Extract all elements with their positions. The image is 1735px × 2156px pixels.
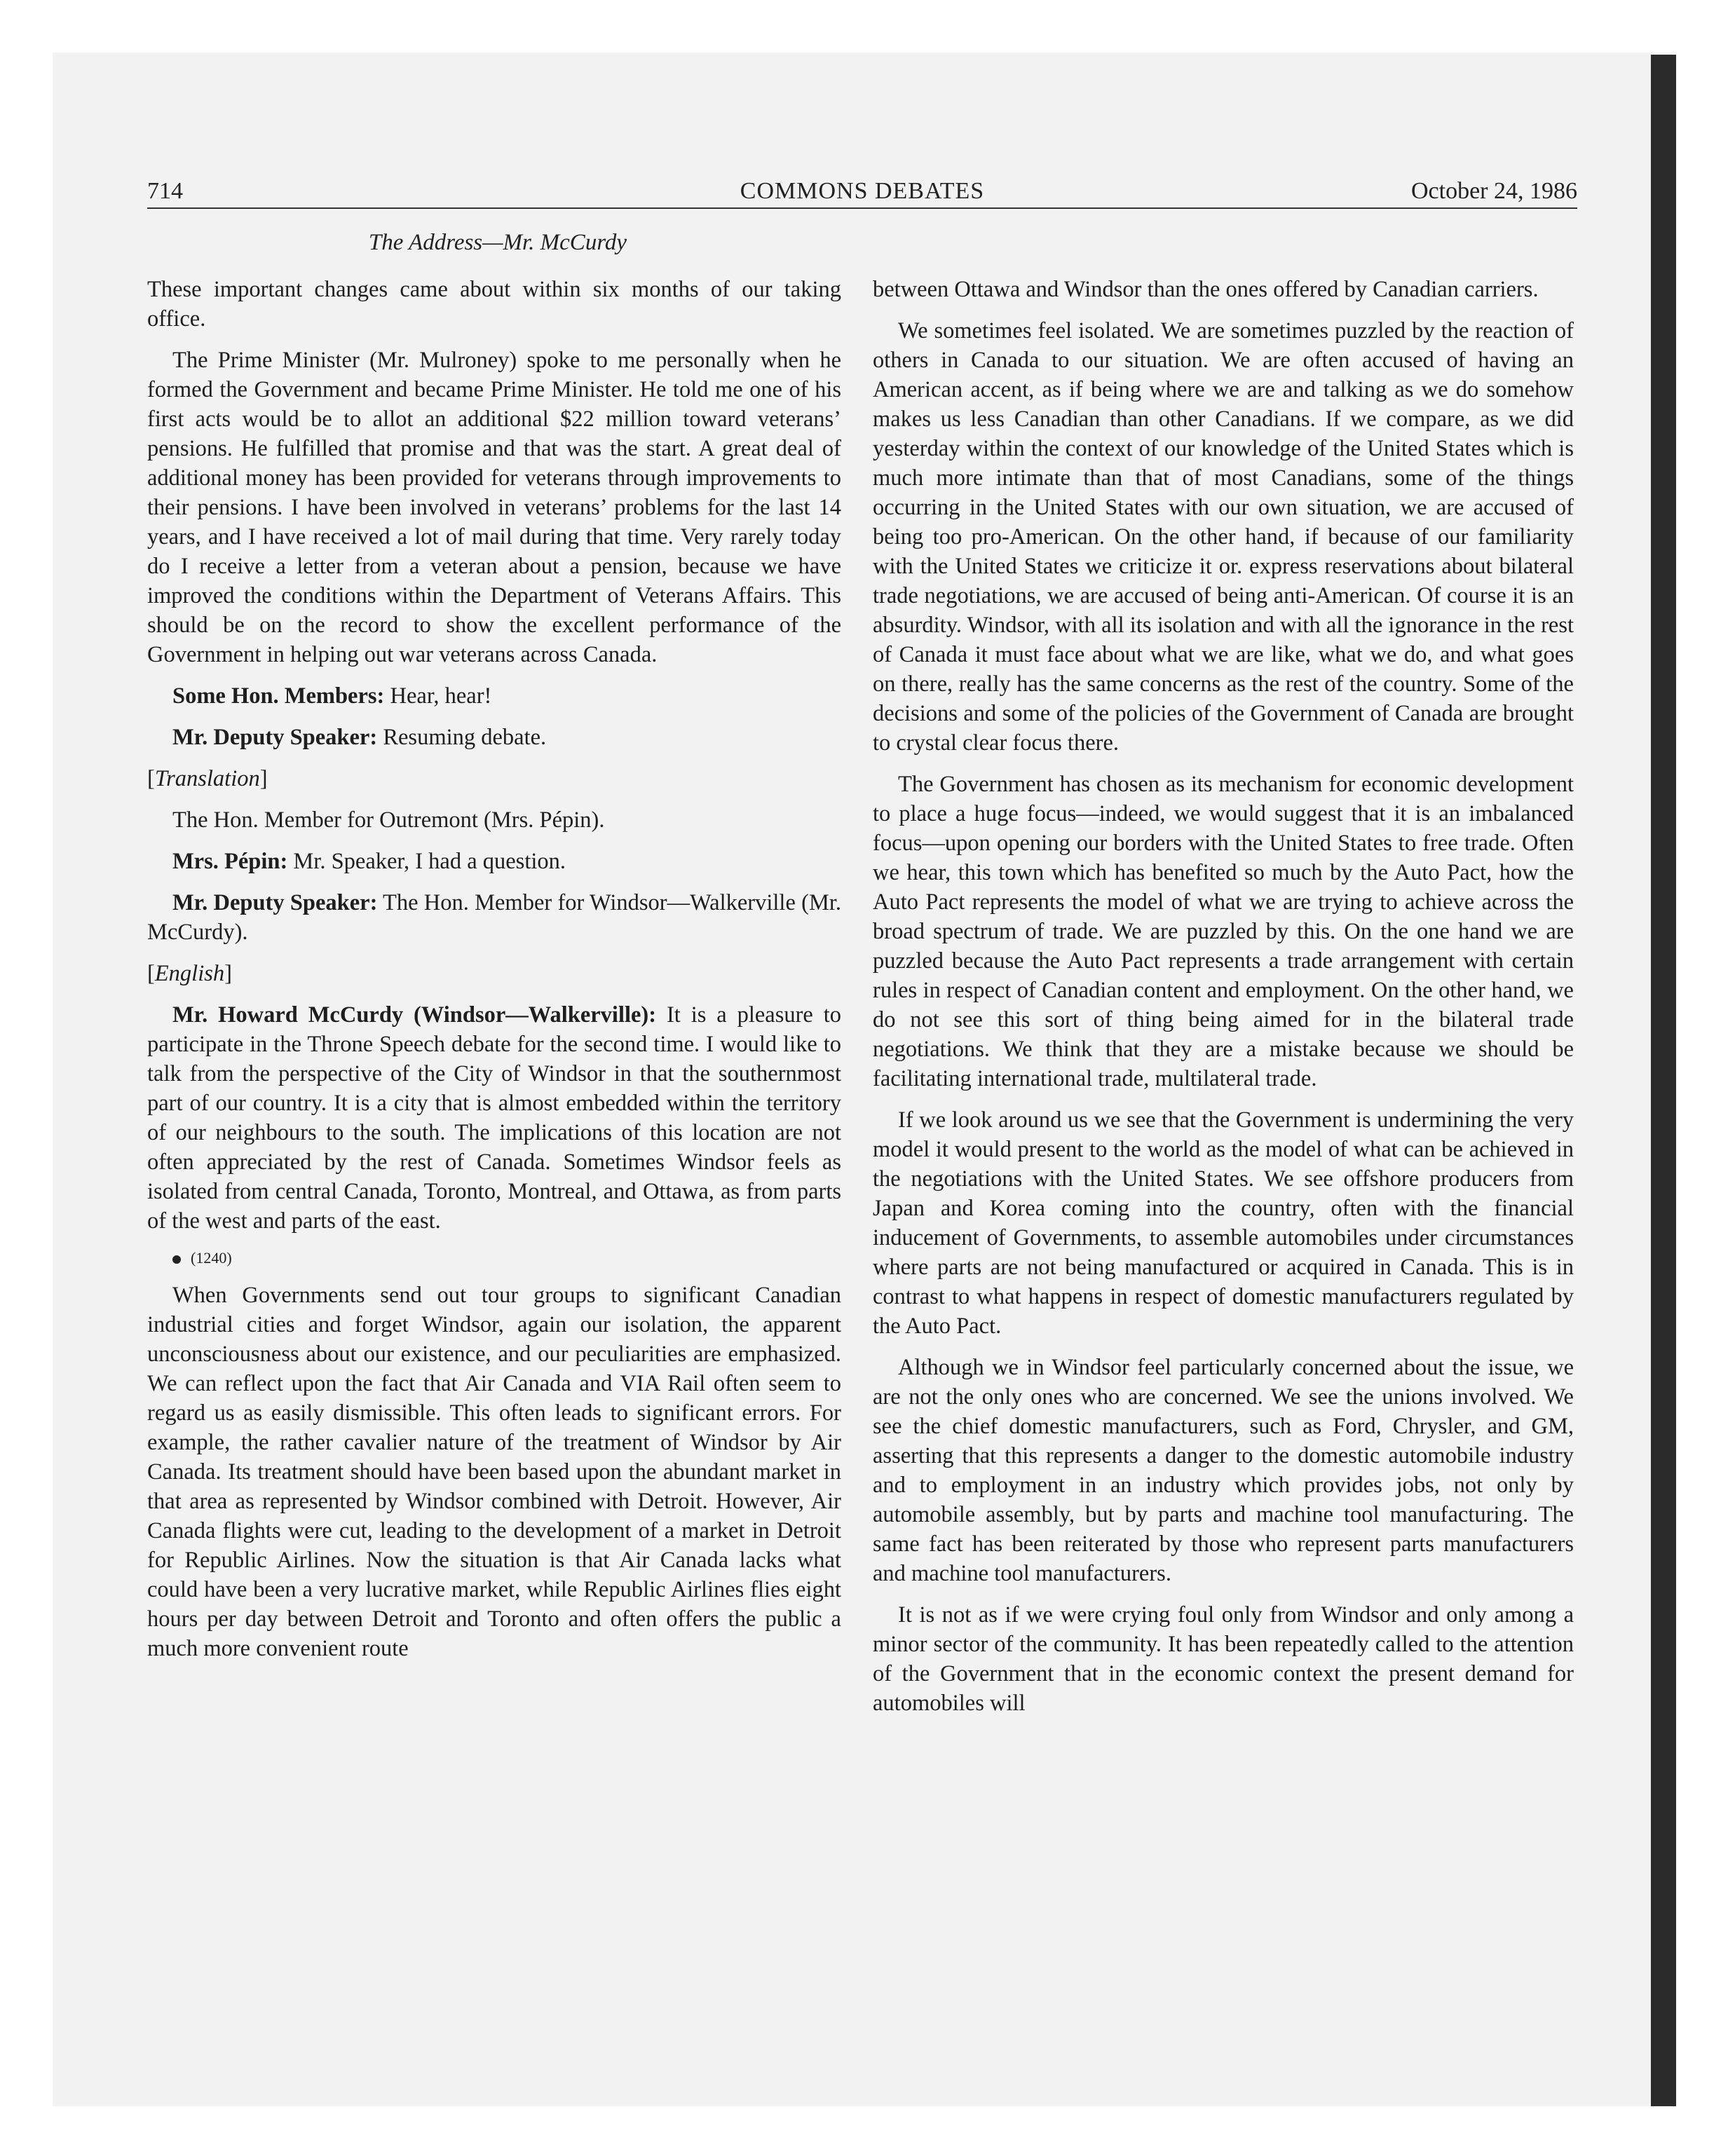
speech xyxy=(147,723,841,752)
speech-text: Hear, hear! xyxy=(384,683,492,709)
page-number: 714 xyxy=(147,178,183,204)
language-tag: [Translation] xyxy=(147,766,268,791)
language-tag-text: English xyxy=(154,961,225,986)
paragraph: The Prime Minister (Mr. Mulroney) spoke to me personally when he formed the Government and became Prime Minister. He told me one of his first acts would be to allot an additional $22 million toward veterans’ pensions. He fulfilled that promise and that was the start. A great deal of additional money has been provided for veterans through improvements to their pensions. I have been involved in veterans’ problems for the last 14 years, and I have received a lot of mail during that time. Very rarely today do I receive a letter from a veteran about a pension, because we have improved the conditions within the Department of Veterans Affairs. This should be on the record to show the excellent performance of the Government in helping out war veterans across Canada. xyxy=(147,348,841,667)
speaker-name: Mrs. Pépin: xyxy=(172,849,288,874)
speaker-name: Some Hon. Members: xyxy=(172,683,385,709)
book-spine-shadow xyxy=(1651,55,1676,2106)
paragraph: These important changes came about within six months of our taking office. xyxy=(147,277,841,332)
paragraph: It is not as if we were crying foul only from Windsor and only among a minor sector of the community. It has been repeatedly called to the attention of the Government that in the economic context the present demand for automobiles will xyxy=(873,1602,1574,1716)
time-marker-text: (1240) xyxy=(191,1249,232,1267)
paragraph: The Hon. Member for Outremont (Mrs. Pépin). xyxy=(172,807,605,833)
bullet-dot-icon xyxy=(172,1255,181,1264)
language-tag: [English] xyxy=(147,961,232,986)
left-column xyxy=(147,275,841,1675)
speaker-name: Mr. Deputy Speaker: xyxy=(172,725,378,750)
speech xyxy=(147,681,841,711)
speech-text: The Hon. Member for Windsor—Walkerville (Mr. McCurdy). xyxy=(147,890,841,945)
page-header xyxy=(147,175,1577,209)
speech-text: It is a pleasure to participate in the Throne Speech debate for the second time. I would like to talk from the perspective of the City of Windsor in that the southernmost part of our country. It is a city that is almost embedded within the territory of our neighbours to the south. The implications of this location are not often appreciated by the rest of Canada. Sometimes Windsor feels as isolated from central Canada, Toronto, Montreal, and Ottawa, as from parts of the west and parts of the east. xyxy=(147,1002,841,1234)
speech-text: Resuming debate. xyxy=(377,725,547,750)
right-column xyxy=(873,275,1574,1730)
publication-title: COMMONS DEBATES xyxy=(740,178,985,204)
language-tag-text: Translation xyxy=(154,766,260,791)
speech-text: Mr. Speaker, I had a question. xyxy=(287,849,566,874)
paragraph: We sometimes feel isolated. We are sometimes puzzled by the reaction of others in Canada to our situation. We are often accused of having an American accent, as if being where we are and talking as we do somehow makes us less Canadian than other Canadians. If we compare, as we did yesterday within the context of our knowledge of the United States which is much more intimate than that of most Canadians, some of the things occurring in the United States with our own situation, we are accused of being too pro-American. On the other hand, if because of our familiarity with the United States we criticize it or. express reservations about bilateral trade negotiations, we are accused of being anti-American. Of course it is an absurdity. Windsor, with all its isolation and with all the ignorance in the rest of Canada it must face about what we are like, what we do, and what goes on there, really has the same concerns as the rest of the country. Some of the decisions and some of the policies of the Government of Canada are brought to crystal clear focus there. xyxy=(873,318,1574,756)
paragraph: between Ottawa and Windsor than the ones offered by Canadian carriers. xyxy=(873,277,1539,302)
paragraph: When Governments send out tour groups to significant Canadian industrial cities and forget Windsor, again our isolation, the apparent unconsciousness about our existence, and our peculiarities are emphasized. We can reflect upon the fact that Air Canada and VIA Rail often seem to regard us as easily dismissible. This often leads to significant errors. For example, the rather cavalier nature of the treatment of Windsor by Air Canada. Its treatment should have been based upon the abundant market in that area as represented by Windsor combined with Detroit. However, Air Canada flights were cut, leading to the development of a market in Detroit for Republic Airlines. Now the situation is that Air Canada lacks what could have been a very lucrative market, while Republic Airlines flies eight hours per day between Detroit and Toronto and often offers the public a much more convenient route xyxy=(147,1283,841,1661)
speech xyxy=(147,1000,841,1236)
time-marker xyxy=(147,1248,841,1269)
paragraph: Although we in Windsor feel particularly concerned about the issue, we are not the only ones who are concerned. We see the unions involved. We see the chief domestic manufacturers, such as Ford, Chrysler, and GM, asserting that this represents a danger to the domestic automobile industry and to employment in an industry which provides jobs, not only by automobile assembly, but by parts and machine tool manufacturing. The same fact has been reiterated by those who represent parts manufacturers and machine tool manufacturers. xyxy=(873,1355,1574,1586)
speech xyxy=(147,888,841,947)
speaker-name: Mr. Deputy Speaker: xyxy=(172,890,378,915)
paragraph: If we look around us we see that the Government is undermining the very model it would present to the world as the model of what can be achieved in the negotiations with the United States. We see offshore producers from Japan and Korea coming into the country, often with the financial inducement of Governments, to assemble automobiles under circumstances where parts are not being manufactured or acquired in Canada. This is in contrast to what happens in respect of domestic manufacturers regulated by the Auto Pact. xyxy=(873,1107,1574,1339)
page-date: October 24, 1986 xyxy=(1410,178,1577,204)
section-subheader: The Address—Mr. McCurdy xyxy=(368,230,627,255)
speech xyxy=(147,847,841,876)
speaker-name: Mr. Howard McCurdy (Windsor—Walkerville): xyxy=(172,1002,657,1028)
paragraph: The Government has chosen as its mechanism for economic development to place a huge focus—indeed, we would suggest that it is an imbalanced focus—upon opening our borders with the United States to free trade. Often we hear, this town which has benefited so much by the Auto Pact, how the Auto Pact represents the model of what we are trying to achieve across the broad spectrum of trade. We are puzzled by this. On the one hand we are puzzled because the Auto Pact represents a trade arrangement with certain rules in respect of Canadian content and employment. On the other hand, we do not see this sort of thing being aimed for in the bilateral trade negotiations. We think that they are a mistake because we should be facilitating international trade, multilateral trade. xyxy=(873,772,1574,1091)
